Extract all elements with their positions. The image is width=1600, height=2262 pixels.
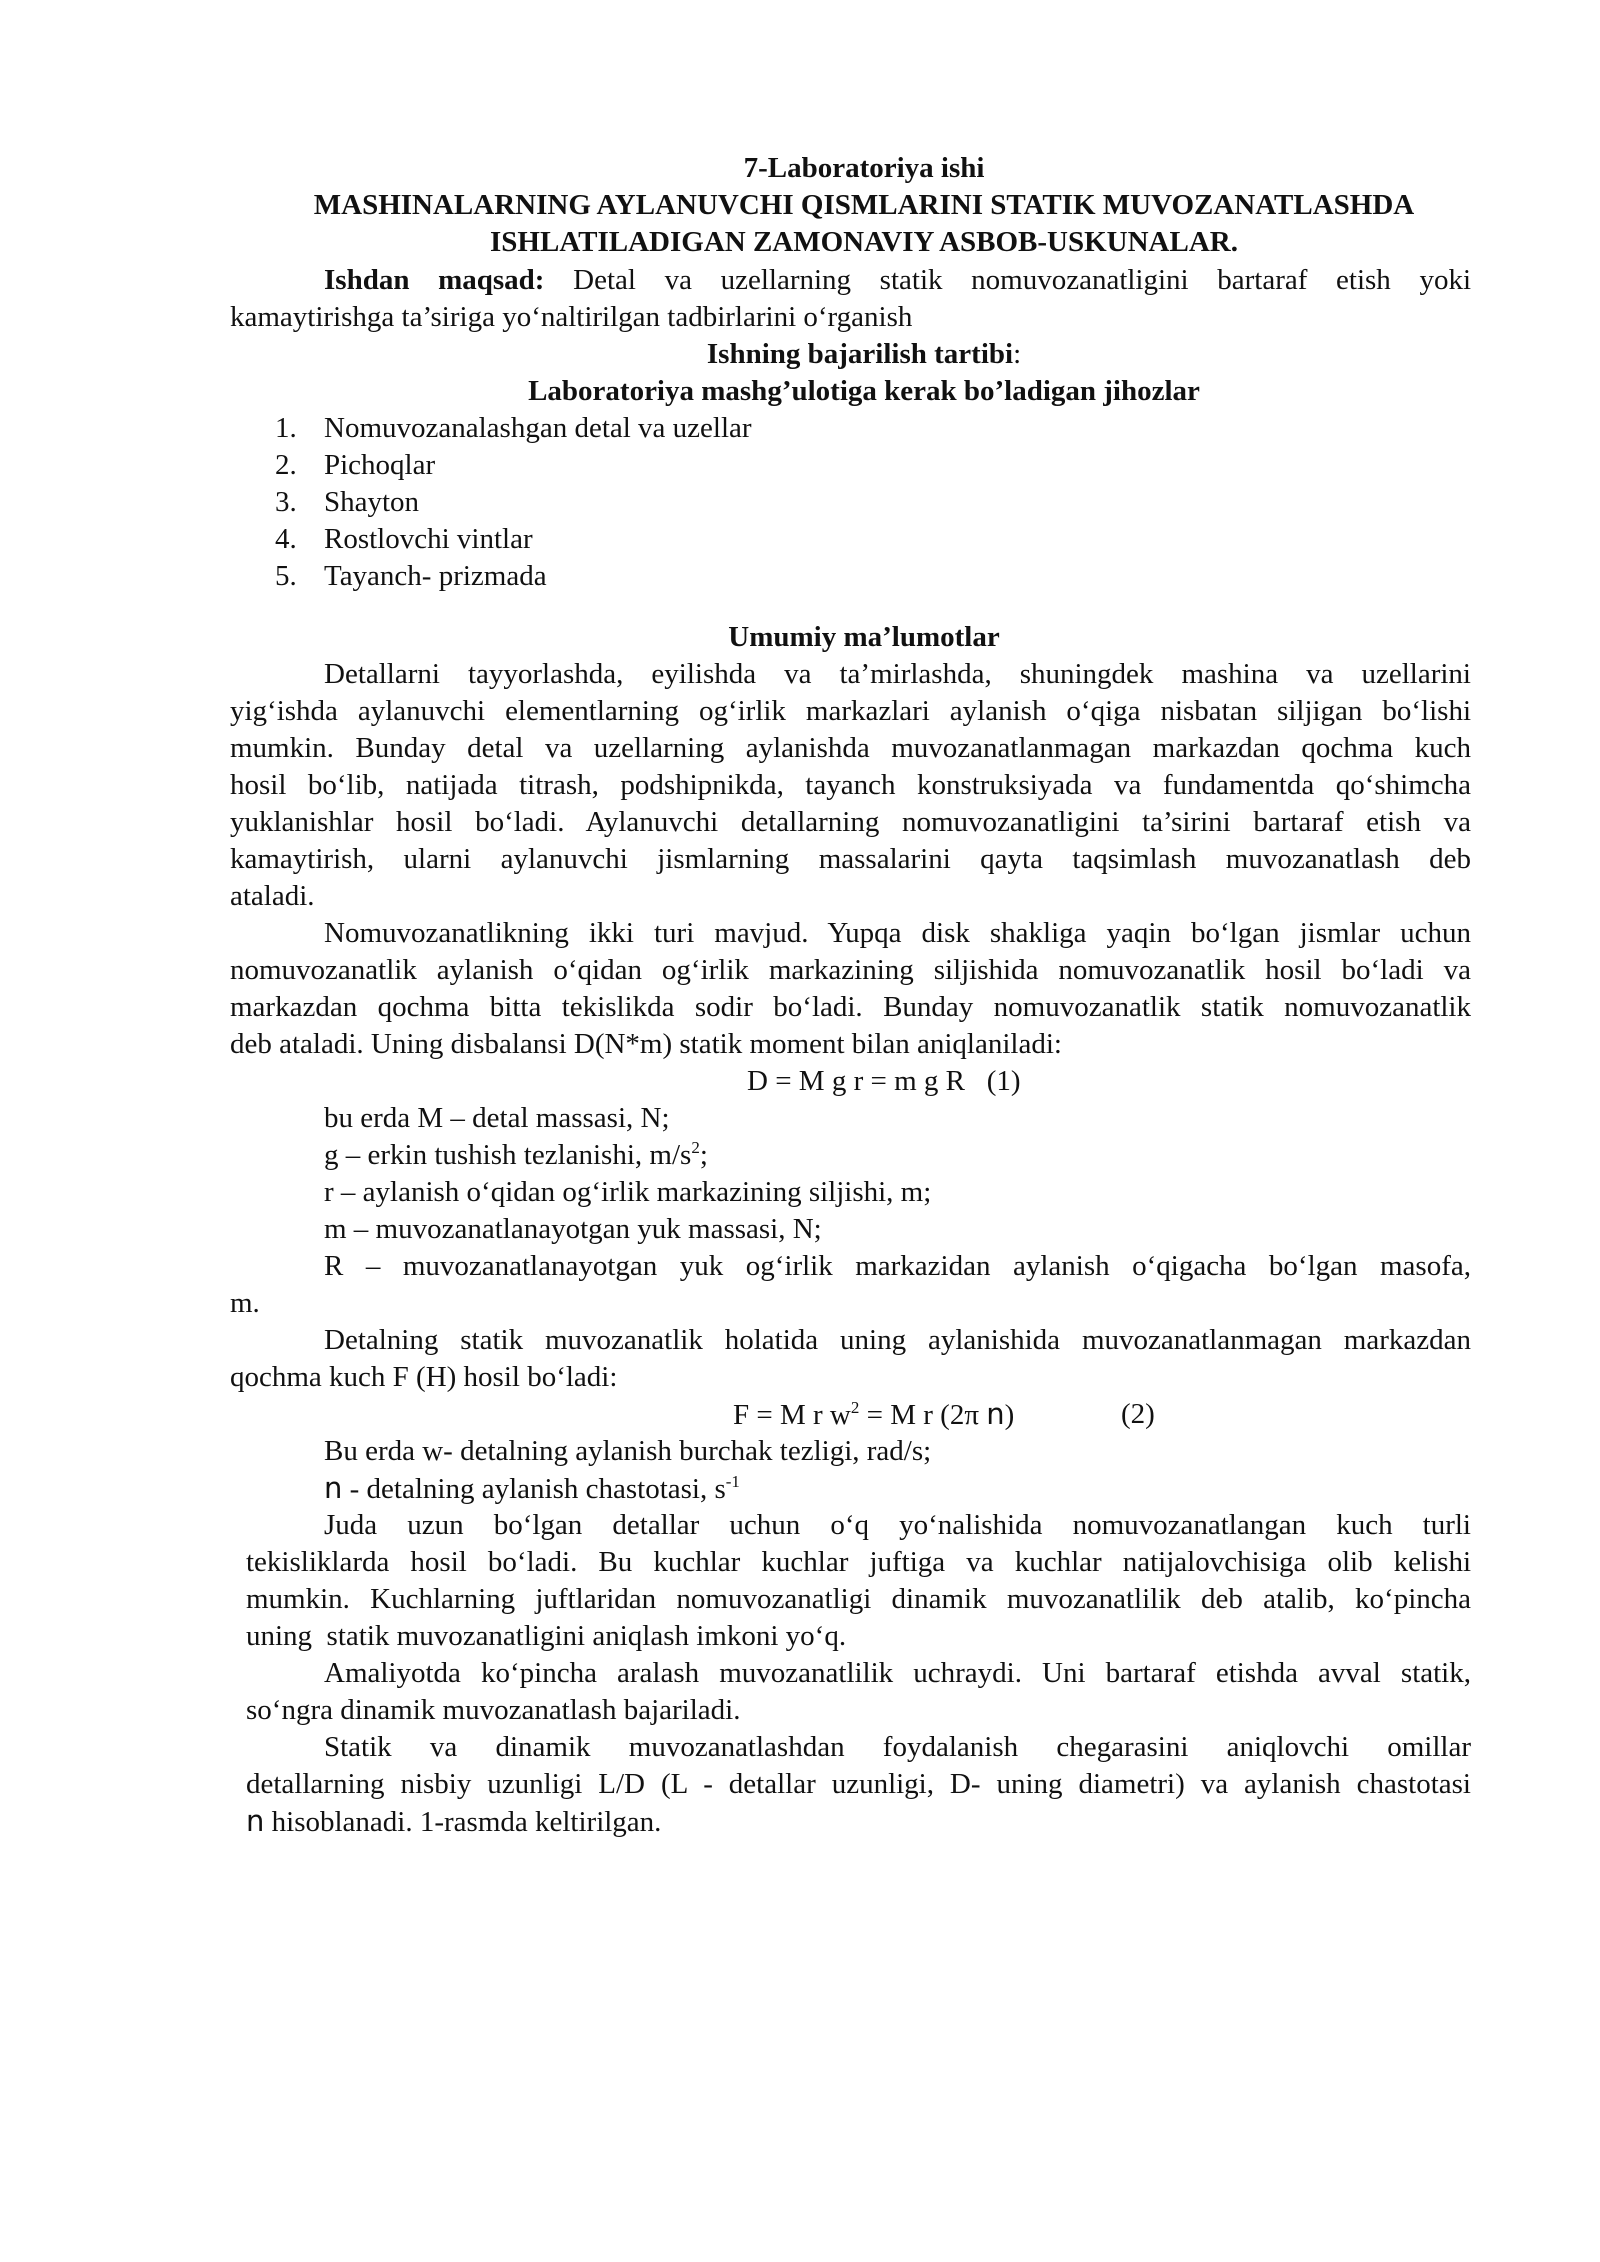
- list-item-text: Tayanch- prizmada: [324, 560, 547, 592]
- paragraph-line: deb ataladi. Uning disbalansi D(N*m) statik moment bilan aniqlaniladi:: [230, 1028, 1062, 1060]
- paragraph-line: Statik va dinamik muvozanatlashdan foydalanish chegarasini aniqlovchi omillar: [324, 1731, 1471, 1763]
- list-number: 5.: [275, 560, 297, 592]
- paragraph-line: Detalning statik muvozanatlik holatida uning aylanishida muvozanatlanmagan markazdan: [324, 1324, 1471, 1356]
- formula-2-number: (2): [1121, 1398, 1155, 1430]
- paragraph-line: detallarning nisbiy uzunligi L/D (L - detallar uzunligi, D- uning diametri) va aylanish chastotasi: [246, 1768, 1471, 1800]
- list-item: [275, 521, 297, 558]
- list-item-text: Rostlovchi vintlar: [324, 523, 533, 555]
- title-line-2: ISHLATILADIGAN ZAMONAVIY ASBOB-USKUNALAR.: [490, 226, 1238, 258]
- lab-number: 7-Laboratoriya ishi: [743, 152, 985, 184]
- list-item-text: Shayton: [324, 486, 420, 518]
- list-item: [275, 484, 297, 521]
- paragraph-line: yuklanishlar hosil bo‘ladi. Aylanuvchi detallarning nomuvozanatligini ta’sirini bartaraf etish va: [230, 806, 1471, 838]
- paragraph-line: tekisliklarda hosil bo‘ladi. Bu kuchlar kuchlar juftiga va kuchlar natijalovchisiga olib kelishi: [246, 1546, 1471, 1578]
- procedure-heading: Ishning bajarilish tartibi:: [706, 338, 1022, 370]
- paragraph-line: ataladi.: [230, 880, 315, 912]
- def-m: m – muvozanatlanayotgan yuk massasi, N;: [324, 1213, 822, 1245]
- paragraph-line: kamaytirish, ularni aylanuvchi jismlarning massalarini qayta taqsimlash muvozanatlash deb: [230, 843, 1471, 875]
- list-number: 1.: [275, 412, 297, 444]
- paragraph-line: uning statik muvozanatligini aniqlash imkoni yo‘q.: [246, 1620, 847, 1652]
- paragraph-line: Detallarni tayyorlashda, eyilishda va ta’mirlashda, shuningdek mashina va uzellarini: [324, 658, 1471, 690]
- list-item: [275, 447, 297, 484]
- def-r: r – aylanish o‘qidan og‘irlik markazining siljishi, m;: [324, 1176, 932, 1208]
- def-g: g – erkin tushish tezlanishi, $m/s^2$;: [324, 1138, 708, 1171]
- goal-line-1: [324, 262, 1471, 299]
- list-number: 3.: [275, 486, 297, 518]
- def-R-line-2: m.: [230, 1287, 260, 1319]
- paragraph-line: hosil bo‘lib, natijada titrash, podshipnikda, tayanch konstruksiyada va fundamentda qo‘shimcha: [230, 769, 1471, 801]
- paragraph-line: yig‘ishda aylanuvchi elementlarning og‘irlik markazlari aylanish o‘qiga nisbatan siljigan bo‘lishi: [230, 695, 1471, 727]
- list-item: [275, 558, 297, 595]
- paragraph-line: Nomuvozanatlikning ikki turi mavjud. Yupqa disk shakliga yaqin bo‘lgan jismlar uchun: [324, 917, 1471, 949]
- formula-1: D = M g r = m g R (1): [747, 1065, 1021, 1097]
- paragraph-line: nomuvozanatlik aylanish o‘qidan og‘irlik markazining siljishida nomuvozanatlik hosil bo‘ladi va: [230, 954, 1471, 986]
- equipment-heading: Laboratoriya mashg’ulotiga kerak bo’ladigan jihozlar: [528, 375, 1200, 407]
- formula-2: F = M r $w^2 = M$ r (2π n): [733, 1397, 1015, 1431]
- title-line-1: MASHINALARNING AYLANUVCHI QISMLARINI STATIK MUVOZANATLASHDA: [313, 189, 1415, 221]
- list-number: 4.: [275, 523, 297, 555]
- paragraph-line: Juda uzun bo‘lgan detallar uchun o‘q yo‘nalishida nomuvozanatlangan kuch turli: [324, 1509, 1471, 1541]
- def-n: n - detalning aylanish chastotasi, $s^{-1}$: [324, 1471, 740, 1505]
- list-item: [275, 410, 297, 447]
- paragraph-line: markazdan qochma bitta tekislikda sodir bo‘ladi. Bunday nomuvozanatlik statik nomuvozanatlik: [230, 991, 1471, 1023]
- goal-line-2: kamaytirishga ta’siriga yo‘naltirilgan tadbirlarini o‘rganish: [230, 301, 913, 333]
- paragraph-line: qochma kuch F (H) hosil bo‘ladi:: [230, 1361, 618, 1393]
- list-item-text: Pichoqlar: [324, 449, 436, 481]
- paragraph-line: Amaliyotda ko‘pincha aralash muvozanatlilik uchraydi. Uni bartaraf etishda avval statik,: [324, 1657, 1471, 1689]
- paragraph-line: mumkin. Kuchlarning juftlaridan nomuvozanatligi dinamik muvozanatlilik deb atalib, ko‘pincha: [246, 1583, 1471, 1615]
- def-R-line-1: R – muvozanatlanayotgan yuk og‘irlik markazidan aylanish o‘qigacha bo‘lgan masofa,: [324, 1250, 1471, 1282]
- list-item-text: Nomuvozanalashgan detal va uzellar: [324, 412, 752, 444]
- goal-label: Ishdan maqsad:: [324, 264, 545, 296]
- paragraph-line: mumkin. Bunday detal va uzellarning aylanishda muvozanatlanmagan markazdan qochma kuch: [230, 732, 1471, 764]
- def-M: bu erda M – detal massasi, N;: [324, 1102, 670, 1134]
- paragraph-line: n hisoblanadi. 1-rasmda keltirilgan.: [246, 1804, 662, 1838]
- general-heading: Umumiy ma’lumotlar: [728, 621, 1000, 653]
- paragraph-line: so‘ngra dinamik muvozanatlash bajariladi.: [246, 1694, 741, 1726]
- goal-text-1: Detal va uzellarning statik nomuvozanatligini bartaraf etish yoki: [573, 264, 1472, 296]
- list-number: 2.: [275, 449, 297, 481]
- def-w: Bu erda w- detalning aylanish burchak tezligi, rad/s;: [324, 1435, 932, 1467]
